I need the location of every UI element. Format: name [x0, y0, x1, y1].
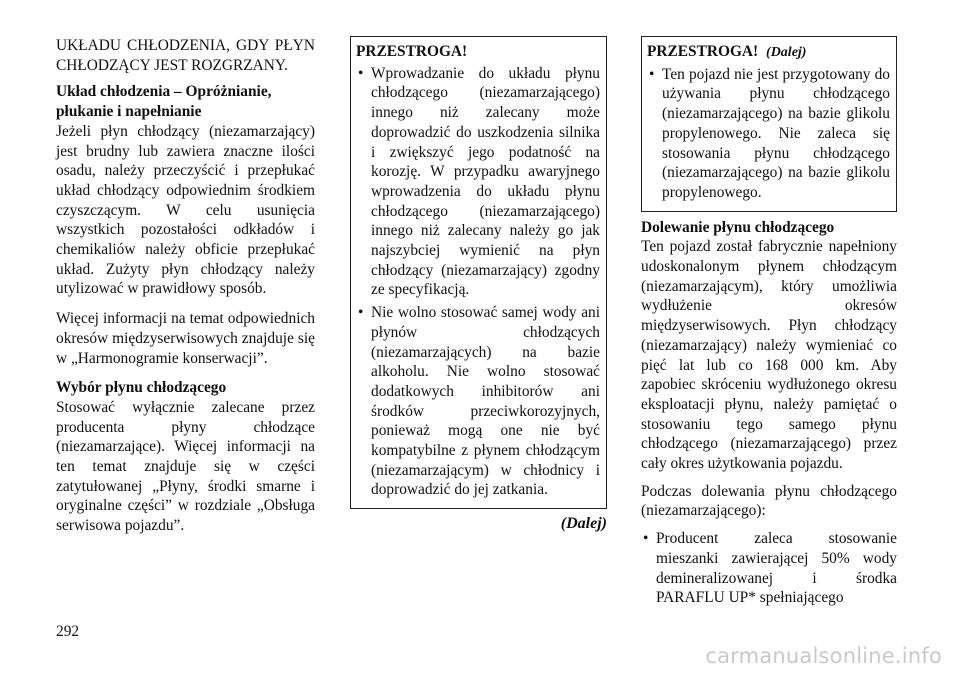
heading-line-1: Układ chłodzenia – Opróżnianie, — [56, 83, 272, 101]
watermark: carmanualsonline.info — [705, 644, 942, 668]
paragraph-flush: Jeżeli płyn chłodzący (niezamarzający) jest brudny lub zawiera znaczne ilości osadu, należy przeczyścić i przepłukać układ chłodzący odpowiednim środkiem czyszczącym. W celu usunięcia wszystkich pozostałości odkładów i chemikaliów należy obficie przepłukać układ. Zużyty płyn chłodzący należy utylizować w prawidłowy sposób. — [56, 122, 315, 298]
caution-item: • Nie wolno stosować samej wody ani płynów chłodzących (niezamarzających) na bazie alkoholu. Nie wolno stosować dodatkowych inhibitorów ani środków przeciwkorozyjnych, ponieważ mogą one nie być kompatybilne z płynem chłodzącym (niezamarzającym) w chłodnicy i doprowadzić do jej zatkania. — [356, 303, 600, 500]
intro-text: UKŁADU CHŁODZENIA, GDY PŁYN CHŁODZĄCY JEST ROZGRZANY. — [56, 37, 315, 74]
column-left — [56, 36, 315, 546]
paragraph-service-intervals: Więcej informacji na temat odpowiednich okresów międzyserwisowych znajduje się w „Harmonogramie konserwacji”. — [56, 310, 315, 367]
section-heading-flush — [56, 82, 315, 121]
recommendation-list — [641, 529, 897, 608]
caution-box — [350, 36, 607, 509]
paragraph-when-adding: Podczas dolewania płynu chłodzącego (niezamarzającego): — [641, 482, 897, 520]
caution-list — [356, 64, 600, 500]
caution-title — [647, 42, 890, 63]
paragraph-coolant-choice: Stosować wyłącznie zalecane przez producenta płyny chłodzące (niezamarzające). Więcej informacji na ten temat znajduje się w części zatytułowanej „Płyny, środki smarne i oryginalne części” w rozdziale „Obsługa serwisowa pojazdu”. — [56, 398, 315, 535]
heading-line-2: płukanie i napełnianie — [56, 103, 202, 121]
continued-note: (Dalej) — [560, 515, 607, 533]
column-middle — [350, 36, 607, 534]
section-heading-coolant-choice: Wybór płynu chłodzącego — [56, 379, 227, 397]
section-heading-topping-up: Dolewanie płynu chłodzącego — [641, 218, 835, 236]
caution-box-continued — [641, 36, 897, 212]
list-item: • Producent zaleca stosowanie mieszanki zawierającej 50% wody demineralizowanej i środka PARAFLU UP* spełniającego — [641, 529, 897, 608]
column-right — [641, 36, 897, 608]
paragraph-factory-fill: Ten pojazd został fabrycznie napełniony udoskonalonym płynem chłodzącym (niezamarzającym), który umożliwia wydłużenie okresów międzyserwisowych. Płyn chłodzący (niezamarzający) należy wymieniać co pięć lat lub co 168 000 km. Aby zapobiec skróceniu wydłużonego okresu eksploatacji płynu, należy pamiętać o stosowaniu tego samego płynu chłodzącego (niezamarzającego) przez cały okres użytkowania pojazdu. — [641, 238, 897, 473]
caution-item: • Ten pojazd nie jest przygotowany do używania płynu chłodzącego (niezamarzającego) na bazie glikolu propylenowego. Nie zaleca się stosowania płynu chłodzącego (niezamarzającego) na bazie glikolu propylenowego. — [647, 65, 890, 203]
caution-list — [647, 65, 890, 203]
caution-title-text: PRZESTROGA! — [647, 43, 759, 60]
page-number: 292 — [56, 623, 80, 640]
caution-title: PRZESTROGA! — [356, 43, 468, 60]
caution-item: • Wprowadzanie do układu płynu chłodzącego (niezamarzającego) innego niż zalecany może doprowadzić do uszkodzenia silnika i zwiększyć jego podatność na korozję. W przypadku awaryjnego wprowadzenia do układu płynu chłodzącego (niezamarzającego) innego niż zalecany należy go jak najszybciej wymienić na płyn chłodzący (niezamarzający) zgodny ze specyfikacją. — [356, 64, 600, 300]
caution-continued-label: (Dalej) — [766, 45, 807, 60]
